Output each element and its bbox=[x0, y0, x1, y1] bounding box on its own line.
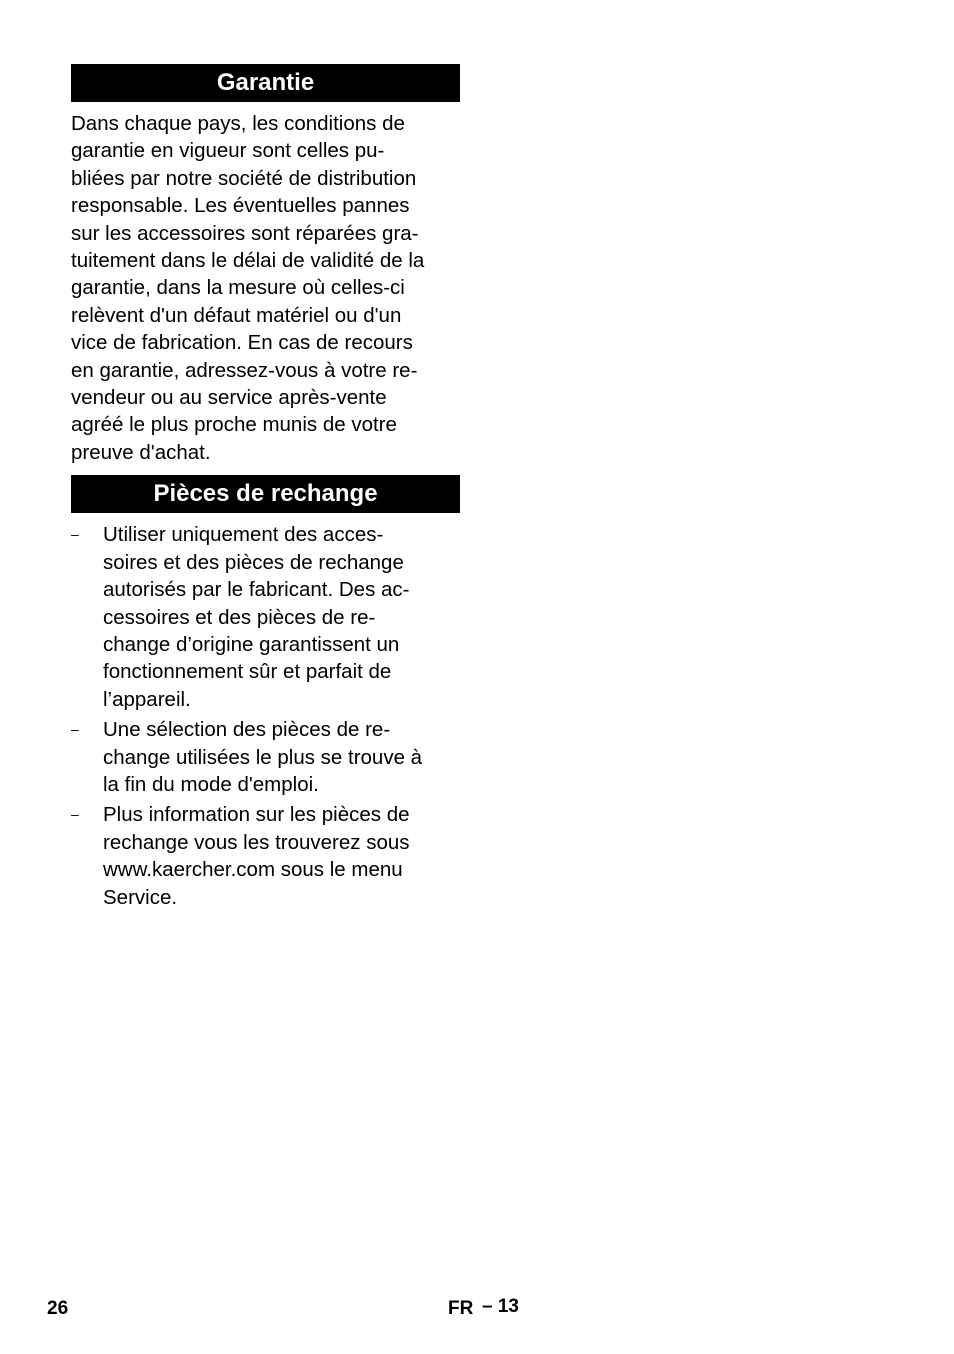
list-item-text: Une sélection des pièces de re- change utilisées le plus se trouve à la fin du mode d'emploi. bbox=[103, 718, 423, 796]
language-code: FR bbox=[448, 1298, 474, 1319]
section-page-number: – 13 bbox=[482, 1296, 519, 1317]
list-item bbox=[71, 716, 460, 798]
warranty-heading: Garantie bbox=[71, 64, 460, 102]
list-item bbox=[71, 801, 460, 911]
content-column bbox=[71, 64, 460, 914]
spare-parts-heading: Pièces de rechange bbox=[71, 475, 460, 513]
page-number: 26 bbox=[47, 1298, 69, 1319]
list-item-text: Plus information sur les pièces de rechange vous les trouverez sous www.kaercher.com sous le menu Service. bbox=[103, 803, 410, 909]
list-item-text: Utiliser uniquement des acces- soires et des pièces de rechange autorisés par le fabricant. Des ac- cessoires et des pièces de re- change d’origine garantissent un fonctionnement sûr et parfait de l’appareil. bbox=[103, 523, 410, 711]
warranty-paragraph: Dans chaque pays, les conditions de garantie en vigueur sont celles pu- bliées par notre société de distribution responsable. Les éventuelles pannes sur les accessoires sont réparées gra- tuitement dans le délai de validité de la garantie, dans la mesure où celles-ci relèvent d'un défaut matériel ou d'un vice de fabrication. En cas de recours en garantie, adressez-vous à votre re- vendeur ou au service après-vente agréé le plus proche munis de votre preuve d'achat. bbox=[71, 112, 425, 464]
dash-bullet-icon: – bbox=[71, 806, 79, 823]
dash-bullet-icon: – bbox=[71, 721, 79, 738]
dash-bullet-icon: – bbox=[71, 526, 79, 543]
spare-parts-list bbox=[71, 521, 460, 911]
list-item bbox=[71, 521, 460, 713]
